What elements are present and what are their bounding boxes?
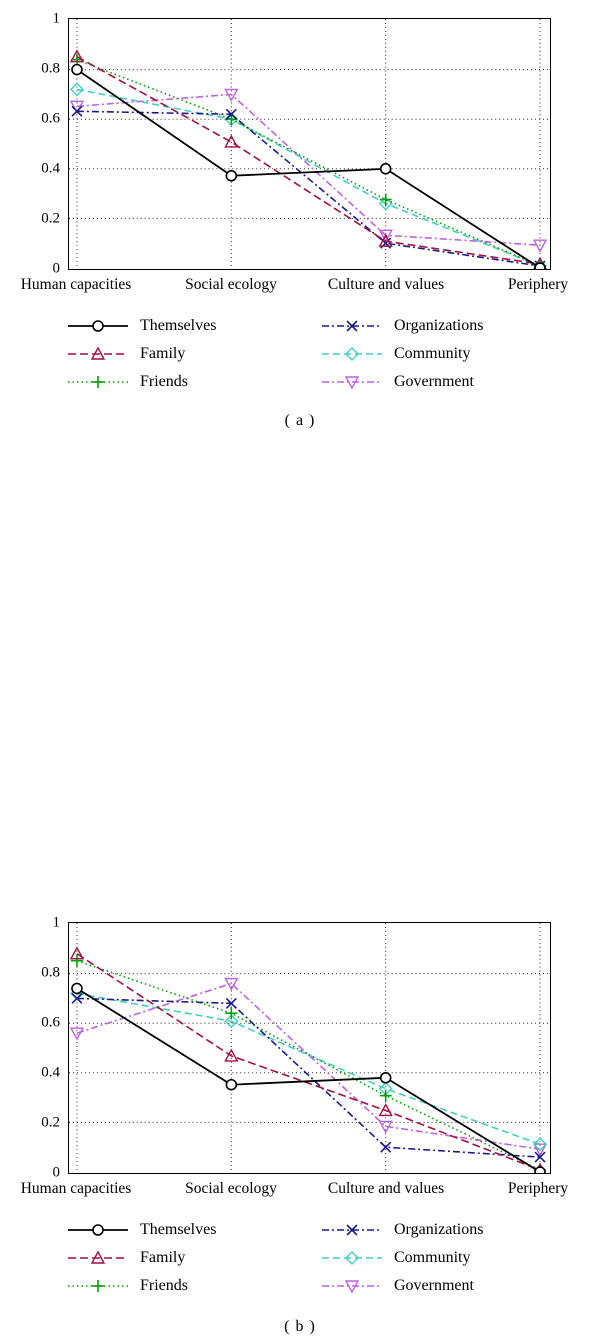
legend-sample-government-icon <box>320 372 384 392</box>
legend-b <box>0 1216 600 1306</box>
legend-item-themselves <box>66 1216 216 1244</box>
plot-area-b <box>68 922 551 1174</box>
legend-sample-community-icon <box>320 1248 384 1268</box>
panel-b <box>0 452 600 1335</box>
legend-item-community <box>320 340 483 368</box>
x-tick-label: Social ecology <box>185 276 277 293</box>
y-tick-label: 1 <box>52 10 60 27</box>
legend-item-family <box>66 340 216 368</box>
y-tick-label: 0 <box>52 1164 60 1181</box>
chart-svg-a <box>69 19 550 269</box>
panel-caption-b: ( b ) <box>284 1318 316 1335</box>
legend-label: Government <box>394 373 474 390</box>
legend-column-right-a <box>320 312 483 396</box>
plot-area-a <box>68 18 551 270</box>
y-tick-label: 0.8 <box>41 964 60 981</box>
legend-column-left-b <box>66 1216 216 1300</box>
panel-caption-a: ( a ) <box>284 412 316 429</box>
y-tick-label: 0.4 <box>41 1064 60 1081</box>
legend-a <box>0 312 600 402</box>
x-tick-label: Periphery <box>507 1180 569 1197</box>
y-tick-label: 0.8 <box>41 60 60 77</box>
legend-column-left-a <box>66 312 216 396</box>
series-organizations-b <box>72 993 545 1162</box>
legend-sample-friends-icon <box>66 372 130 392</box>
plot-b <box>0 904 600 1294</box>
x-axis-labels-a <box>0 276 600 302</box>
legend-item-government <box>320 1272 483 1300</box>
y-tick-label: 0.2 <box>41 210 60 227</box>
gridlines-a <box>69 19 550 269</box>
series-friends-b <box>71 955 546 1173</box>
y-tick-label: 0.6 <box>41 1014 60 1031</box>
plot-a <box>0 0 600 390</box>
y-tick-label: 0 <box>52 260 60 277</box>
x-tick-label: Social ecology <box>185 1180 277 1197</box>
legend-sample-government-icon <box>320 1276 384 1296</box>
legend-label: Family <box>140 345 186 362</box>
legend-label: Friends <box>140 373 188 390</box>
legend-item-government <box>320 368 483 396</box>
legend-item-community <box>320 1244 483 1272</box>
legend-item-organizations <box>320 1216 483 1244</box>
y-axis-labels-a <box>0 0 68 290</box>
x-axis-labels-b <box>0 1180 600 1206</box>
legend-label: Organizations <box>394 317 484 334</box>
legend-label: Organizations <box>394 1221 484 1238</box>
legend-item-friends <box>66 1272 216 1300</box>
x-tick-label: Human capacities <box>20 1180 132 1197</box>
legend-sample-community-icon <box>320 344 384 364</box>
panel-a <box>0 0 600 452</box>
legend-item-organizations <box>320 312 483 340</box>
series-themselves-a <box>72 65 545 269</box>
legend-sample-themselves-icon <box>66 316 130 336</box>
legend-label: Friends <box>140 1277 188 1294</box>
x-tick-label: Human capacities <box>20 276 132 293</box>
series-organizations-a <box>72 106 545 269</box>
x-tick-label: Periphery <box>507 276 569 293</box>
legend-sample-organizations-icon <box>320 316 384 336</box>
legend-sample-friends-icon <box>66 1276 130 1296</box>
legend-item-family <box>66 1244 216 1272</box>
x-tick-label: Culture and values <box>327 1180 445 1197</box>
legend-sample-family-icon <box>66 344 130 364</box>
legend-column-right-b <box>320 1216 483 1300</box>
legend-label: Community <box>394 1249 471 1266</box>
series-community-b <box>71 987 546 1150</box>
legend-item-friends <box>66 368 216 396</box>
legend-item-themselves <box>66 312 216 340</box>
legend-sample-family-icon <box>66 1248 130 1268</box>
legend-label: Government <box>394 1277 474 1294</box>
chart-svg-b <box>69 923 550 1173</box>
y-tick-label: 1 <box>52 914 60 931</box>
legend-sample-organizations-icon <box>320 1220 384 1240</box>
y-tick-label: 0.2 <box>41 1114 60 1131</box>
legend-label: Themselves <box>140 317 217 334</box>
series-family-b <box>71 948 546 1173</box>
series-family-a <box>71 51 546 269</box>
legend-label: Themselves <box>140 1221 217 1238</box>
y-tick-label: 0.6 <box>41 110 60 127</box>
x-tick-label: Culture and values <box>327 276 445 293</box>
y-tick-label: 0.4 <box>41 160 60 177</box>
legend-sample-themselves-icon <box>66 1220 130 1240</box>
legend-label: Community <box>394 345 471 362</box>
y-axis-labels-b <box>0 904 68 1194</box>
legend-label: Family <box>140 1249 186 1266</box>
gridlines-b <box>69 923 550 1173</box>
